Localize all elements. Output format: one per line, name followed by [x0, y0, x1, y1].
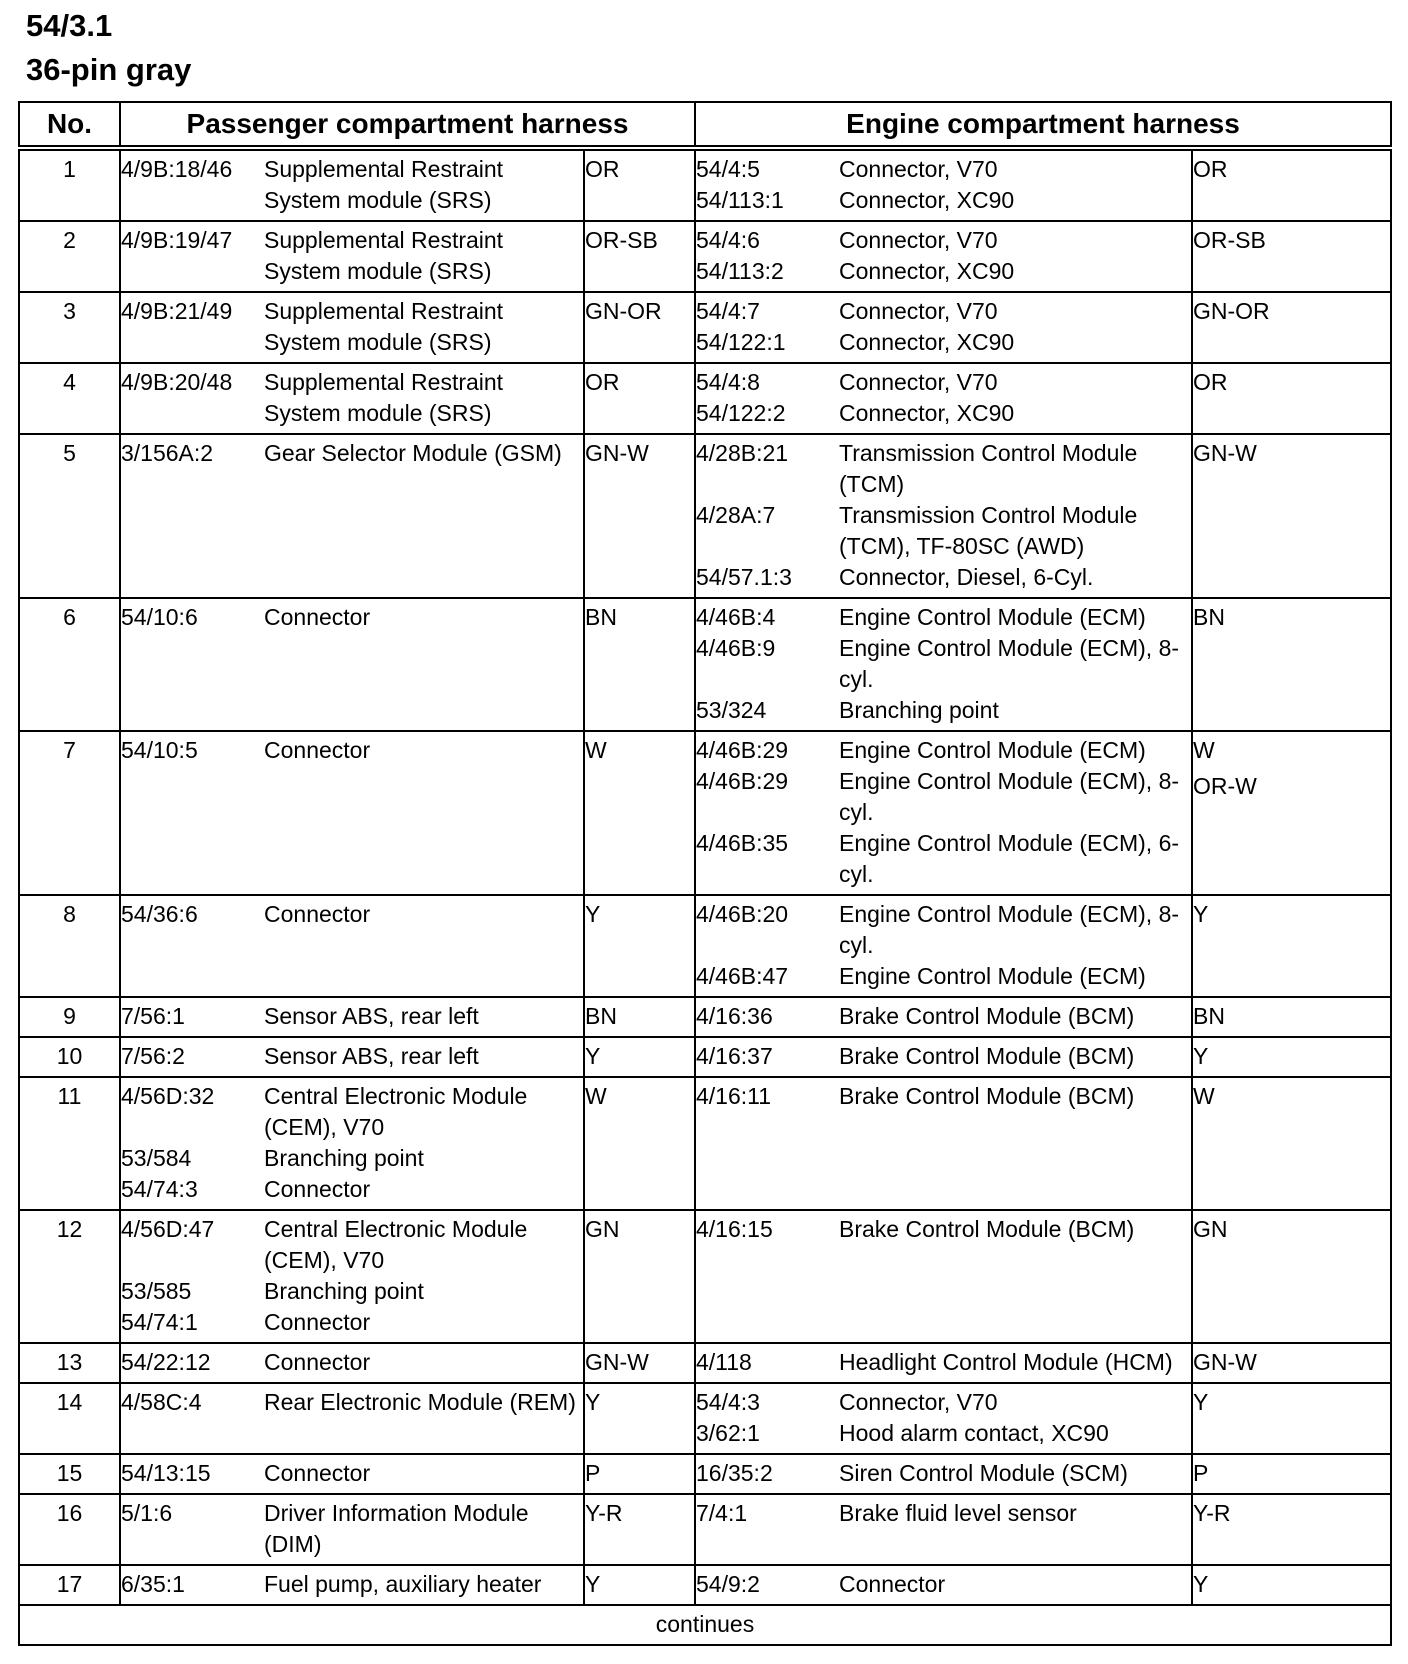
engine-color: OR: [1192, 363, 1391, 434]
engine-pins: [695, 1077, 1192, 1210]
engine-color: OR: [1192, 148, 1391, 221]
passenger-color: GN-W: [584, 434, 695, 598]
passenger-pins: [120, 997, 584, 1037]
passenger-pins: [120, 1343, 584, 1383]
pin-ref: 4/28A:7: [696, 502, 776, 528]
component-desc: Connector: [264, 901, 371, 927]
engine-color: Y: [1192, 1037, 1391, 1077]
engine-color: GN-W: [1192, 1343, 1391, 1383]
passenger-color: GN-W: [584, 1343, 695, 1383]
pin-entry: [696, 256, 1191, 287]
pin-number: 2: [19, 221, 120, 292]
table-row: [19, 1037, 1391, 1077]
pin-entry: [121, 1041, 583, 1072]
wiring-table: [18, 101, 1392, 1646]
engine-color-value: W: [1193, 737, 1215, 763]
engine-color: W: [1192, 1077, 1391, 1210]
component-desc: Brake Control Module (BCM): [839, 1216, 1135, 1242]
pin-ref: 3/156A:2: [121, 440, 214, 466]
pin-entry: [696, 1081, 1191, 1112]
pin-ref: 4/46B:4: [696, 604, 776, 630]
pin-ref: 3/62:1: [696, 1420, 760, 1446]
component-desc: Supplemental Restraint System module (SRS): [264, 369, 504, 426]
component-desc: Headlight Control Module (HCM): [839, 1349, 1173, 1375]
pin-entry: [121, 1143, 583, 1174]
pin-number: 4: [19, 363, 120, 434]
pin-entry: [696, 961, 1191, 992]
pin-ref: 54/10:5: [121, 737, 198, 763]
pin-entry: [696, 367, 1191, 398]
pin-entry: [696, 296, 1191, 327]
engine-pins: [695, 1454, 1192, 1494]
pin-entry: [696, 1041, 1191, 1072]
passenger-color: Y: [584, 1037, 695, 1077]
pin-entry: [121, 1081, 583, 1143]
engine-pins: [695, 363, 1192, 434]
pin-ref: 54/4:3: [696, 1389, 760, 1415]
pin-number: 3: [19, 292, 120, 363]
header-passenger: Passenger compartment harness: [120, 102, 695, 148]
component-desc: Central Electronic Module (CEM), V70: [264, 1216, 528, 1273]
pin-number: 8: [19, 895, 120, 997]
table-row: [19, 1454, 1391, 1494]
pin-ref: 54/22:12: [121, 1349, 211, 1375]
passenger-color: OR: [584, 148, 695, 221]
component-desc: Engine Control Module (ECM), 8-cyl.: [839, 635, 1180, 692]
pin-entry: [696, 1001, 1191, 1032]
pin-entry: [696, 1569, 1191, 1600]
engine-color: GN-W: [1192, 434, 1391, 598]
passenger-pins: [120, 1565, 584, 1605]
engine-color: BN: [1192, 598, 1391, 731]
engine-color: P: [1192, 1454, 1391, 1494]
pin-ref: 54/113:2: [696, 258, 784, 284]
pin-number: 16: [19, 1494, 120, 1565]
pin-entry: [696, 500, 1191, 562]
pin-entry: [696, 438, 1191, 500]
engine-pins: [695, 221, 1192, 292]
component-desc: Connector, Diesel, 6-Cyl.: [839, 564, 1094, 590]
engine-color: GN-OR: [1192, 292, 1391, 363]
passenger-color: GN: [584, 1210, 695, 1343]
pin-ref: 54/74:3: [121, 1176, 198, 1202]
engine-color: Y: [1192, 895, 1391, 997]
component-desc: Connector, V70: [839, 1389, 998, 1415]
component-desc: Connector, V70: [839, 369, 998, 395]
pin-number: 12: [19, 1210, 120, 1343]
passenger-color: Y: [584, 1383, 695, 1454]
component-desc: Connector: [264, 604, 371, 630]
pin-entry: [696, 1214, 1191, 1245]
engine-color: GN: [1192, 1210, 1391, 1343]
component-desc: Siren Control Module (SCM): [839, 1460, 1128, 1486]
pin-entry: [121, 1001, 583, 1032]
pin-entry: [121, 1214, 583, 1276]
header-no: No.: [19, 102, 120, 148]
component-desc: Connector, V70: [839, 156, 998, 182]
engine-pins: [695, 895, 1192, 997]
pin-entry: [696, 398, 1191, 429]
table-row: [19, 363, 1391, 434]
pin-number: 7: [19, 731, 120, 895]
pin-ref: 53/324: [696, 697, 767, 723]
pin-ref: 4/28B:21: [696, 440, 789, 466]
pin-number: 13: [19, 1343, 120, 1383]
passenger-pins: [120, 434, 584, 598]
pin-ref: 53/585: [121, 1278, 192, 1304]
pin-entry: [121, 602, 583, 633]
passenger-pins: [120, 363, 584, 434]
pin-entry: [121, 1387, 583, 1418]
continues-note: continues: [19, 1605, 1391, 1645]
pin-entry: [696, 735, 1191, 766]
pin-ref: 4/9B:21/49: [121, 298, 233, 324]
pin-entry: [121, 735, 583, 766]
pin-entry: [121, 1174, 583, 1205]
component-desc: Connector, V70: [839, 298, 998, 324]
pin-number: 9: [19, 997, 120, 1037]
passenger-pins: [120, 1454, 584, 1494]
pin-ref: 54/9:2: [696, 1571, 760, 1597]
engine-pins: [695, 434, 1192, 598]
table-row: [19, 1077, 1391, 1210]
table-row: [19, 1210, 1391, 1343]
component-desc: Engine Control Module (ECM): [839, 963, 1146, 989]
pin-ref: 54/57.1:3: [696, 564, 792, 590]
component-desc: Connector, XC90: [839, 329, 1015, 355]
pin-number: 14: [19, 1383, 120, 1454]
engine-pins: [695, 1037, 1192, 1077]
pin-entry: [696, 633, 1191, 695]
engine-color: Y: [1192, 1383, 1391, 1454]
table-row: [19, 1343, 1391, 1383]
passenger-color: P: [584, 1454, 695, 1494]
pin-entry: [121, 1569, 583, 1600]
component-desc: Sensor ABS, rear left: [264, 1043, 479, 1069]
component-desc: Gear Selector Module (GSM): [264, 440, 562, 466]
passenger-pins: [120, 598, 584, 731]
pin-entry: [696, 327, 1191, 358]
footer-row: [19, 1605, 1391, 1645]
pin-number: 10: [19, 1037, 120, 1077]
pin-ref: 4/118: [696, 1349, 752, 1375]
pin-ref: 53/584: [121, 1145, 192, 1171]
pin-ref: 7/56:2: [121, 1043, 185, 1069]
component-desc: Connector, XC90: [839, 400, 1015, 426]
pin-entry: [696, 766, 1191, 828]
engine-pins: [695, 997, 1192, 1037]
component-desc: Rear Electronic Module (REM): [264, 1389, 576, 1415]
table-body: [19, 148, 1391, 1605]
component-desc: Brake Control Module (BCM): [839, 1003, 1135, 1029]
pin-number: 1: [19, 148, 120, 221]
pin-number: 15: [19, 1454, 120, 1494]
engine-pins: [695, 148, 1192, 221]
component-desc: Brake Control Module (BCM): [839, 1083, 1135, 1109]
pin-ref: 54/122:2: [696, 400, 786, 426]
component-desc: Branching point: [839, 697, 999, 723]
pin-ref: 7/4:1: [696, 1500, 748, 1526]
component-desc: Engine Control Module (ECM), 8-cyl.: [839, 901, 1180, 958]
pin-ref: 4/46B:35: [696, 830, 789, 856]
pin-ref: 54/4:5: [696, 156, 760, 182]
component-desc: Branching point: [264, 1278, 424, 1304]
table-row: [19, 997, 1391, 1037]
pin-ref: 54/36:6: [121, 901, 198, 927]
engine-pins: [695, 1383, 1192, 1454]
pin-ref: 54/13:15: [121, 1460, 211, 1486]
passenger-pins: [120, 895, 584, 997]
pin-ref: 6/35:1: [121, 1571, 185, 1597]
component-desc: Driver Information Module (DIM): [264, 1500, 529, 1557]
pin-ref: 4/46B:47: [696, 963, 789, 989]
engine-pins: [695, 1494, 1192, 1565]
pin-ref: 4/16:11: [696, 1083, 772, 1109]
pin-entry: [696, 1387, 1191, 1418]
component-desc: Hood alarm contact, XC90: [839, 1420, 1109, 1446]
pin-entry: [696, 602, 1191, 633]
table-row: [19, 1494, 1391, 1565]
pin-entry: [696, 185, 1191, 216]
pin-ref: 54/4:6: [696, 227, 760, 253]
component-desc: Branching point: [264, 1145, 424, 1171]
component-desc: Central Electronic Module (CEM), V70: [264, 1083, 528, 1140]
component-desc: Supplemental Restraint System module (SRS): [264, 298, 504, 355]
pin-ref: 54/4:7: [696, 298, 760, 324]
pin-entry: [121, 438, 583, 469]
pin-entry: [696, 225, 1191, 256]
pin-ref: 7/56:1: [121, 1003, 185, 1029]
passenger-color: BN: [584, 598, 695, 731]
component-desc: Connector: [264, 1349, 371, 1375]
pin-entry: [121, 154, 583, 216]
document-header: [26, 4, 191, 92]
component-desc: Connector, V70: [839, 227, 998, 253]
component-desc: Connector: [839, 1571, 946, 1597]
pin-ref: 54/10:6: [121, 604, 198, 630]
table-row: [19, 434, 1391, 598]
table-row: [19, 895, 1391, 997]
engine-pins: [695, 731, 1192, 895]
pin-number: 6: [19, 598, 120, 731]
engine-color: [1192, 731, 1391, 895]
pin-entry: [696, 1498, 1191, 1529]
engine-pins: [695, 598, 1192, 731]
engine-color: OR-SB: [1192, 221, 1391, 292]
engine-pins: [695, 292, 1192, 363]
pin-entry: [696, 1418, 1191, 1449]
pin-entry: [696, 154, 1191, 185]
pin-ref: 4/16:36: [696, 1003, 773, 1029]
engine-pins: [695, 1343, 1192, 1383]
table-row: [19, 148, 1391, 221]
pin-ref: 54/74:1: [121, 1309, 198, 1335]
pin-entry: [696, 828, 1191, 890]
pin-ref: 4/56D:32: [121, 1083, 215, 1109]
component-desc: Transmission Control Module (TCM): [839, 440, 1138, 497]
passenger-color: Y: [584, 1565, 695, 1605]
pin-ref: 54/113:1: [696, 187, 784, 213]
pin-ref: 4/9B:18/46: [121, 156, 233, 182]
component-desc: Engine Control Module (ECM), 6-cyl.: [839, 830, 1180, 887]
engine-color: Y-R: [1192, 1494, 1391, 1565]
passenger-color: W: [584, 1077, 695, 1210]
component-desc: Engine Control Module (ECM): [839, 604, 1146, 630]
pin-ref: 4/16:37: [696, 1043, 773, 1069]
pin-entry: [121, 1276, 583, 1307]
component-desc: Connector, XC90: [839, 187, 1015, 213]
engine-pins: [695, 1565, 1192, 1605]
passenger-color: OR: [584, 363, 695, 434]
passenger-pins: [120, 731, 584, 895]
engine-color: Y: [1192, 1565, 1391, 1605]
component-desc: Brake Control Module (BCM): [839, 1043, 1135, 1069]
pin-entry: [121, 899, 583, 930]
component-desc: Fuel pump, auxiliary heater: [264, 1571, 542, 1597]
pin-entry: [696, 1458, 1191, 1489]
component-desc: Transmission Control Module (TCM), TF-80SC (AWD): [839, 502, 1138, 559]
table-row: [19, 598, 1391, 731]
pin-ref: 4/58C:4: [121, 1389, 202, 1415]
pin-entry: [121, 225, 583, 287]
component-desc: Sensor ABS, rear left: [264, 1003, 479, 1029]
engine-color: BN: [1192, 997, 1391, 1037]
passenger-color: Y: [584, 895, 695, 997]
pin-ref: 54/122:1: [696, 329, 786, 355]
component-desc: Engine Control Module (ECM), 8-cyl.: [839, 768, 1180, 825]
table-row: [19, 292, 1391, 363]
table-row: [19, 1383, 1391, 1454]
header-engine: Engine compartment harness: [695, 102, 1391, 148]
passenger-color: Y-R: [584, 1494, 695, 1565]
pin-number: 17: [19, 1565, 120, 1605]
passenger-pins: [120, 1037, 584, 1077]
passenger-pins: [120, 221, 584, 292]
pin-entry: [696, 695, 1191, 726]
pin-entry: [696, 1347, 1191, 1378]
component-desc: Brake fluid level sensor: [839, 1500, 1077, 1526]
passenger-pins: [120, 1494, 584, 1565]
pin-ref: 5/1:6: [121, 1500, 173, 1526]
pin-entry: [121, 367, 583, 429]
passenger-color: BN: [584, 997, 695, 1037]
component-desc: Connector, XC90: [839, 258, 1015, 284]
pin-number: 5: [19, 434, 120, 598]
component-desc: Connector: [264, 1460, 371, 1486]
pin-entry: [696, 562, 1191, 593]
pin-ref: 4/9B:20/48: [121, 369, 233, 395]
passenger-color: OR-SB: [584, 221, 695, 292]
component-desc: Engine Control Module (ECM): [839, 737, 1146, 763]
table-row: [19, 1565, 1391, 1605]
passenger-pins: [120, 1383, 584, 1454]
passenger-pins: [120, 1077, 584, 1210]
engine-pins: [695, 1210, 1192, 1343]
passenger-pins: [120, 1210, 584, 1343]
component-desc: Connector: [264, 1176, 371, 1202]
pin-ref: 4/56D:47: [121, 1216, 215, 1242]
pin-ref: 4/16:15: [696, 1216, 773, 1242]
pin-entry: [121, 1498, 583, 1560]
table-row: [19, 731, 1391, 895]
pin-entry: [121, 1347, 583, 1378]
pin-ref: 4/46B:29: [696, 737, 789, 763]
header-row: [19, 102, 1391, 148]
component-desc: Supplemental Restraint System module (SRS): [264, 156, 504, 213]
pin-ref: 4/46B:20: [696, 901, 789, 927]
pin-number: 11: [19, 1077, 120, 1210]
passenger-color: W: [584, 731, 695, 895]
connector-code: 54/3.1: [26, 8, 113, 43]
pin-ref: 4/46B:9: [696, 635, 776, 661]
pin-entry: [121, 1458, 583, 1489]
pin-entry: [121, 296, 583, 358]
table-row: [19, 221, 1391, 292]
component-desc: Supplemental Restraint System module (SRS): [264, 227, 504, 284]
passenger-color: GN-OR: [584, 292, 695, 363]
connector-title: 36-pin gray: [26, 52, 192, 87]
component-desc: Connector: [264, 737, 371, 763]
pin-entry: [696, 899, 1191, 961]
engine-color-value: OR-W: [1193, 773, 1257, 799]
component-desc: Connector: [264, 1309, 371, 1335]
pin-ref: 54/4:8: [696, 369, 760, 395]
passenger-pins: [120, 148, 584, 221]
pin-entry: [121, 1307, 583, 1338]
passenger-pins: [120, 292, 584, 363]
pin-ref: 16/35:2: [696, 1460, 773, 1486]
pin-ref: 4/46B:29: [696, 768, 789, 794]
pin-ref: 4/9B:19/47: [121, 227, 233, 253]
